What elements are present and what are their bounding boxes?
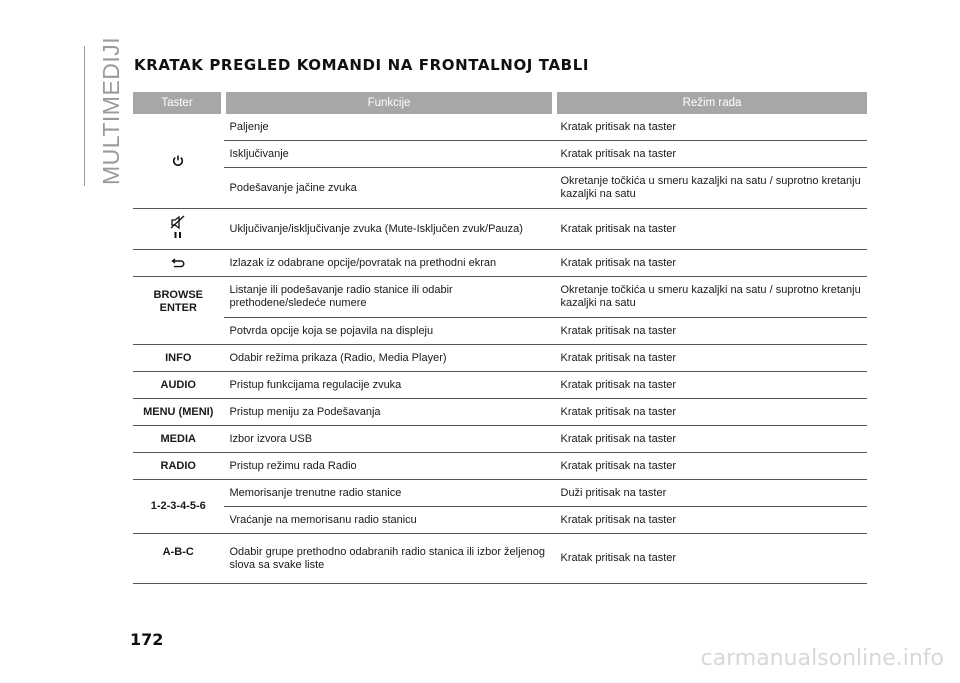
function-cell: Pristup režimu rada Radio	[229, 459, 357, 472]
mode-cell: Okretanje točkića u smeru kazaljki na satu / suprotno kretanju kazaljki na satu	[560, 284, 861, 309]
mode-cell: Kratak pritisak na taster	[560, 432, 677, 445]
table-header-row	[133, 92, 867, 114]
key-cell-info: INFO	[165, 351, 192, 364]
key-cell-menu: MENU (MENI)	[143, 405, 214, 418]
header-funkcije: Funkcije	[224, 92, 555, 114]
key-cell-power	[133, 114, 224, 209]
table-row	[133, 277, 867, 318]
table-row	[133, 318, 867, 345]
mode-cell: Kratak pritisak na taster	[560, 147, 677, 160]
function-cell: Vraćanje na memorisanu radio stanicu	[229, 513, 417, 526]
function-cell: Izbor izvora USB	[229, 432, 313, 445]
function-cell: Listanje ili podešavanje radio stanice ili odabir prethodene/sledeće numere	[229, 284, 453, 309]
key-cell-audio: AUDIO	[160, 378, 196, 391]
table-row	[133, 141, 867, 168]
table-row	[133, 345, 867, 372]
table-row	[133, 168, 867, 209]
mode-cell: Okretanje točkića u smeru kazaljki na satu / suprotno kretanju kazaljki na satu	[560, 175, 861, 200]
mode-cell: Kratak pritisak na taster	[560, 222, 677, 235]
table-row	[133, 426, 867, 453]
function-cell: Memorisanje trenutne radio stanice	[229, 486, 402, 499]
mode-cell: Kratak pritisak na taster	[560, 513, 677, 526]
key-cell-mute	[133, 209, 224, 250]
mode-cell: Kratak pritisak na taster	[560, 351, 677, 364]
table-row	[133, 399, 867, 426]
mode-cell: Duži pritisak na taster	[560, 486, 667, 499]
table-row	[133, 114, 867, 141]
function-cell: Podešavanje jačine zvuka	[229, 181, 357, 194]
mute-pause-icon	[170, 215, 186, 239]
mode-cell: Kratak pritisak na taster	[560, 378, 677, 391]
function-cell: Odabir režima prikaza (Radio, Media Player)	[229, 351, 447, 364]
table-row	[133, 372, 867, 399]
table-row	[133, 250, 867, 277]
function-cell: Paljenje	[229, 120, 269, 133]
function-cell: Izlazak iz odabrane opcije/povratak na prethodni ekran	[229, 256, 497, 269]
table-row	[133, 480, 867, 507]
function-cell: Potvrda opcije koja se pojavila na displeju	[229, 324, 434, 337]
function-cell: Uključivanje/isključivanje zvuka (Mute-Isključen zvuk/Pauza)	[229, 222, 523, 235]
function-cell: Pristup meniju za Podešavanja	[229, 405, 381, 418]
function-cell: Pristup funkcijama regulacije zvuka	[229, 378, 402, 391]
watermark-text: carmanualsonline.info	[700, 646, 944, 671]
header-taster: Taster	[133, 92, 224, 114]
function-cell: Isključivanje	[229, 147, 289, 160]
page-title: KRATAK PREGLED KOMANDI NA FRONTALNOJ TABLI	[134, 56, 590, 74]
key-cell-back	[133, 250, 224, 277]
mode-cell: Kratak pritisak na taster	[560, 459, 677, 472]
power-icon	[137, 155, 220, 167]
key-cell-browse-enter: BROWSE ENTER	[153, 289, 203, 314]
page-number: 172	[130, 630, 164, 649]
table-row	[133, 453, 867, 480]
controls-table	[133, 92, 867, 584]
side-tab-line	[84, 46, 85, 186]
back-arrow-icon	[137, 258, 220, 268]
mode-cell: Kratak pritisak na taster	[560, 405, 677, 418]
key-cell-radio: RADIO	[160, 459, 196, 472]
mode-cell: Kratak pritisak na taster	[560, 256, 677, 269]
header-rezim-rada: Režim rada	[555, 92, 868, 114]
mode-cell: Kratak pritisak na taster	[560, 120, 677, 133]
section-side-label: MULTIMEDIJI	[98, 36, 124, 185]
table-row	[133, 534, 867, 584]
mode-cell: Kratak pritisak na taster	[560, 324, 677, 337]
key-cell-presets: 1-2-3-4-5-6	[150, 500, 206, 512]
key-cell-media: MEDIA	[160, 432, 196, 445]
mode-cell: Kratak pritisak na taster	[560, 552, 677, 564]
table-row	[133, 507, 867, 534]
table-row	[133, 209, 867, 250]
function-cell: Odabir grupe prethodno odabranih radio stanica ili izbor željenog slova sa svake liste	[229, 545, 546, 571]
key-cell-abc: A-B-C	[162, 546, 194, 558]
